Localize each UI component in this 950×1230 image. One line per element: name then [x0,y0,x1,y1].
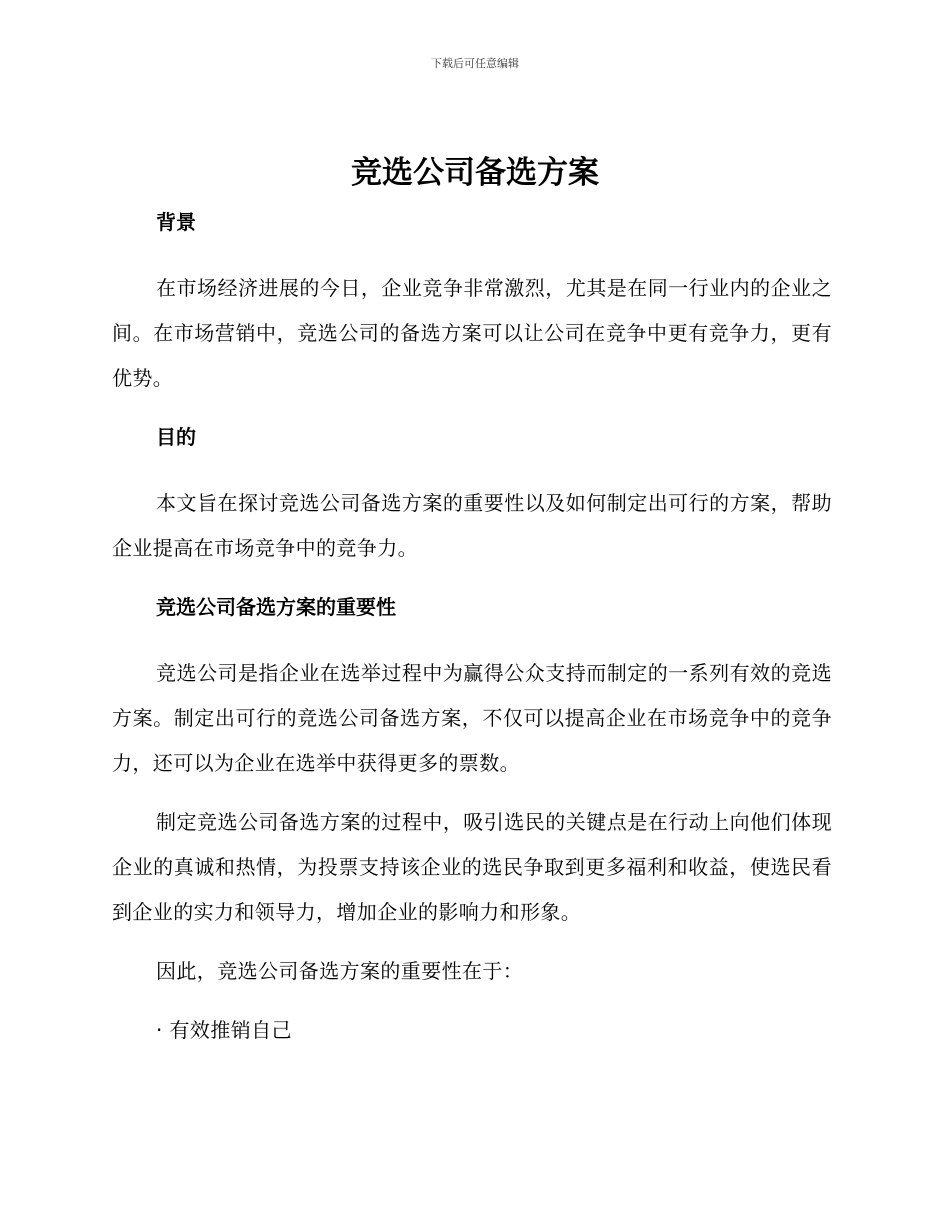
paragraph-importance-definition: 竞选公司是指企业在选举过程中为赢得公众支持而制定的一系列有效的竞选方案。制定出可行的竞选公司备选方案，不仅可以提高企业在市场竞争中的竞争力，还可以为企业在选举中获得更多的票数。 [112,661,832,775]
bullet-item: · 有效推销自己 [156,1018,292,1042]
section-heading-purpose: 目的 [156,425,196,449]
paragraph-importance-summary: 因此，竞选公司备选方案的重要性在于： [156,959,524,983]
paragraph-purpose: 本文旨在探讨竞选公司备选方案的重要性以及如何制定出可行的方案，帮助企业提高在市场竞争中的竞争力。 [112,491,832,560]
paragraph-importance-process: 制定竞选公司备选方案的过程中，吸引选民的关键点是在行动上向他们体现企业的真诚和热情，为投票支持该企业的选民争取到更多福利和收益，使选民看到企业的实力和领导力，增加企业的影响力和形象。 [112,810,832,924]
paragraph-background: 在市场经济进展的今日，企业竞争非常激烈，尤其是在同一行业内的企业之间。在市场营销中，竞选公司的备选方案可以让公司在竞争中更有竞争力，更有优势。 [112,276,832,390]
document-body [112,200,832,1052]
section-heading-importance: 竞选公司备选方案的重要性 [156,595,396,619]
document-title: 竞选公司备选方案 [351,155,599,191]
header-note: 下载后可任意编辑 [431,57,519,70]
section-heading-background: 背景 [156,210,196,234]
